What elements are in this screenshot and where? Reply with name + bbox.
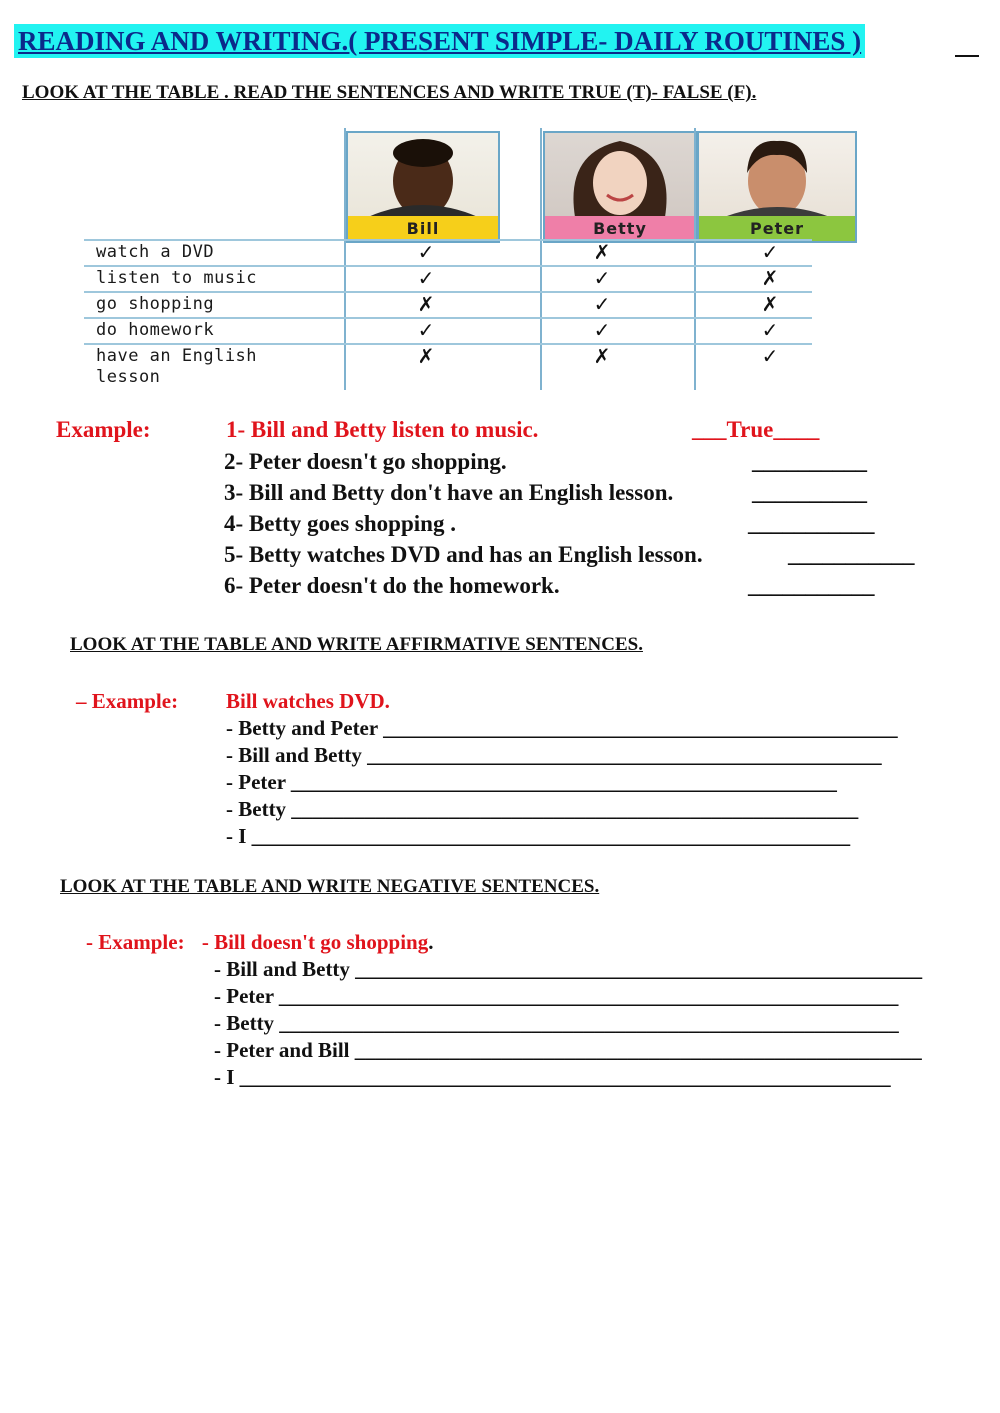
tf-answer-blank[interactable]: __________ <box>752 449 867 474</box>
negative-example-label: - Example: <box>86 930 185 954</box>
negative-example-sentence: - Bill doesn't go shopping <box>201 930 429 954</box>
negative-instruction: LOOK AT THE TABLE AND WRITE NEGATIVE SENTENCES. <box>60 876 600 897</box>
affirmative-example-sentence: Bill watches DVD. <box>226 689 390 713</box>
worksheet-title: READING AND WRITING.( PRESENT SIMPLE- DAILY ROUTINES ) <box>14 24 865 58</box>
negative-answer-line[interactable]: - I ______________________________________________________________ <box>214 1065 891 1089</box>
table-rule <box>84 343 812 345</box>
bill-name-bar: Bill <box>348 216 498 241</box>
negative-example-period: . <box>428 930 434 954</box>
table-rule <box>84 239 812 241</box>
activity-label: go shopping <box>96 294 215 314</box>
check-mark-icon: ✓ <box>761 318 779 342</box>
example-answer: ___True____ <box>692 417 820 442</box>
tf-sentence: 5- Betty watches DVD and has an English lesson. <box>224 542 703 567</box>
affirmative-answer-line[interactable]: - I _________________________________________________________ <box>226 824 851 848</box>
negative-answer-line[interactable]: - Betty ___________________________________________________________ <box>214 1011 899 1035</box>
example-label: Example: <box>56 417 151 442</box>
check-mark-icon: ✓ <box>761 344 779 368</box>
title-underline <box>955 55 979 57</box>
example-sentence: 1- Bill and Betty listen to music. <box>226 417 539 442</box>
check-mark-icon: ✓ <box>593 266 611 290</box>
check-mark-icon: ✓ <box>761 240 779 264</box>
betty-face-icon <box>545 133 695 217</box>
table-divider <box>694 128 696 390</box>
tf-sentence: 2- Peter doesn't go shopping. <box>224 449 507 474</box>
activity-label: watch a DVD <box>96 242 215 262</box>
negative-example <box>86 930 433 955</box>
activity-label: do homework <box>96 320 215 340</box>
peter-photo <box>697 131 857 243</box>
bill-face-icon <box>348 133 498 217</box>
cross-mark-icon: ✗ <box>761 292 779 316</box>
peter-name-bar: Peter <box>699 216 855 241</box>
betty-name-bar: Betty <box>545 216 695 241</box>
affirmative-answer-line[interactable]: - Peter ____________________________________________________ <box>226 770 837 794</box>
table-rule <box>84 265 812 267</box>
routine-table <box>84 128 864 390</box>
tf-answer-blank[interactable]: ___________ <box>788 542 915 567</box>
cross-mark-icon: ✗ <box>761 266 779 290</box>
cross-mark-icon: ✗ <box>417 292 435 316</box>
tf-answer-blank[interactable]: ___________ <box>748 511 875 536</box>
negative-answer-line[interactable]: - Peter and Bill ______________________________________________________ <box>214 1038 922 1062</box>
activity-label: listen to music <box>96 268 258 288</box>
check-mark-icon: ✓ <box>417 266 435 290</box>
check-mark-icon: ✓ <box>417 318 435 342</box>
tf-answer-blank[interactable]: __________ <box>752 480 867 505</box>
bill-photo <box>346 131 500 243</box>
activity-label: have an English lesson <box>96 346 258 387</box>
negative-answer-line[interactable]: - Bill and Betty ______________________________________________________ <box>214 957 923 981</box>
cross-mark-icon: ✗ <box>593 240 611 264</box>
cross-mark-icon: ✗ <box>593 344 611 368</box>
check-mark-icon: ✓ <box>417 240 435 264</box>
negative-answer-line[interactable]: - Peter ___________________________________________________________ <box>214 984 899 1008</box>
affirmative-answer-line[interactable]: - Bill and Betty _________________________________________________ <box>226 743 882 767</box>
check-mark-icon: ✓ <box>593 318 611 342</box>
true-false-instruction: LOOK AT THE TABLE . READ THE SENTENCES AND WRITE TRUE (T)- FALSE (F). <box>22 82 757 103</box>
table-divider <box>540 128 542 390</box>
tf-sentence: 6- Peter doesn't do the homework. <box>224 573 560 598</box>
tf-answer-blank[interactable]: ___________ <box>748 573 875 598</box>
affirmative-example-label: – Example: <box>76 689 179 713</box>
table-divider <box>344 128 346 390</box>
tf-sentence: 3- Bill and Betty don't have an English lesson. <box>224 480 674 505</box>
table-rule <box>84 317 812 319</box>
table-rule <box>84 291 812 293</box>
check-mark-icon: ✓ <box>593 292 611 316</box>
affirmative-instruction: LOOK AT THE TABLE AND WRITE AFFIRMATIVE SENTENCES. <box>70 634 643 655</box>
peter-face-icon <box>699 133 855 217</box>
betty-photo <box>543 131 697 243</box>
affirmative-answer-line[interactable]: - Betty and Peter _________________________________________________ <box>226 716 898 740</box>
tf-sentence: 4- Betty goes shopping . <box>224 511 456 536</box>
cross-mark-icon: ✗ <box>417 344 435 368</box>
affirmative-answer-line[interactable]: - Betty ______________________________________________________ <box>226 797 859 821</box>
